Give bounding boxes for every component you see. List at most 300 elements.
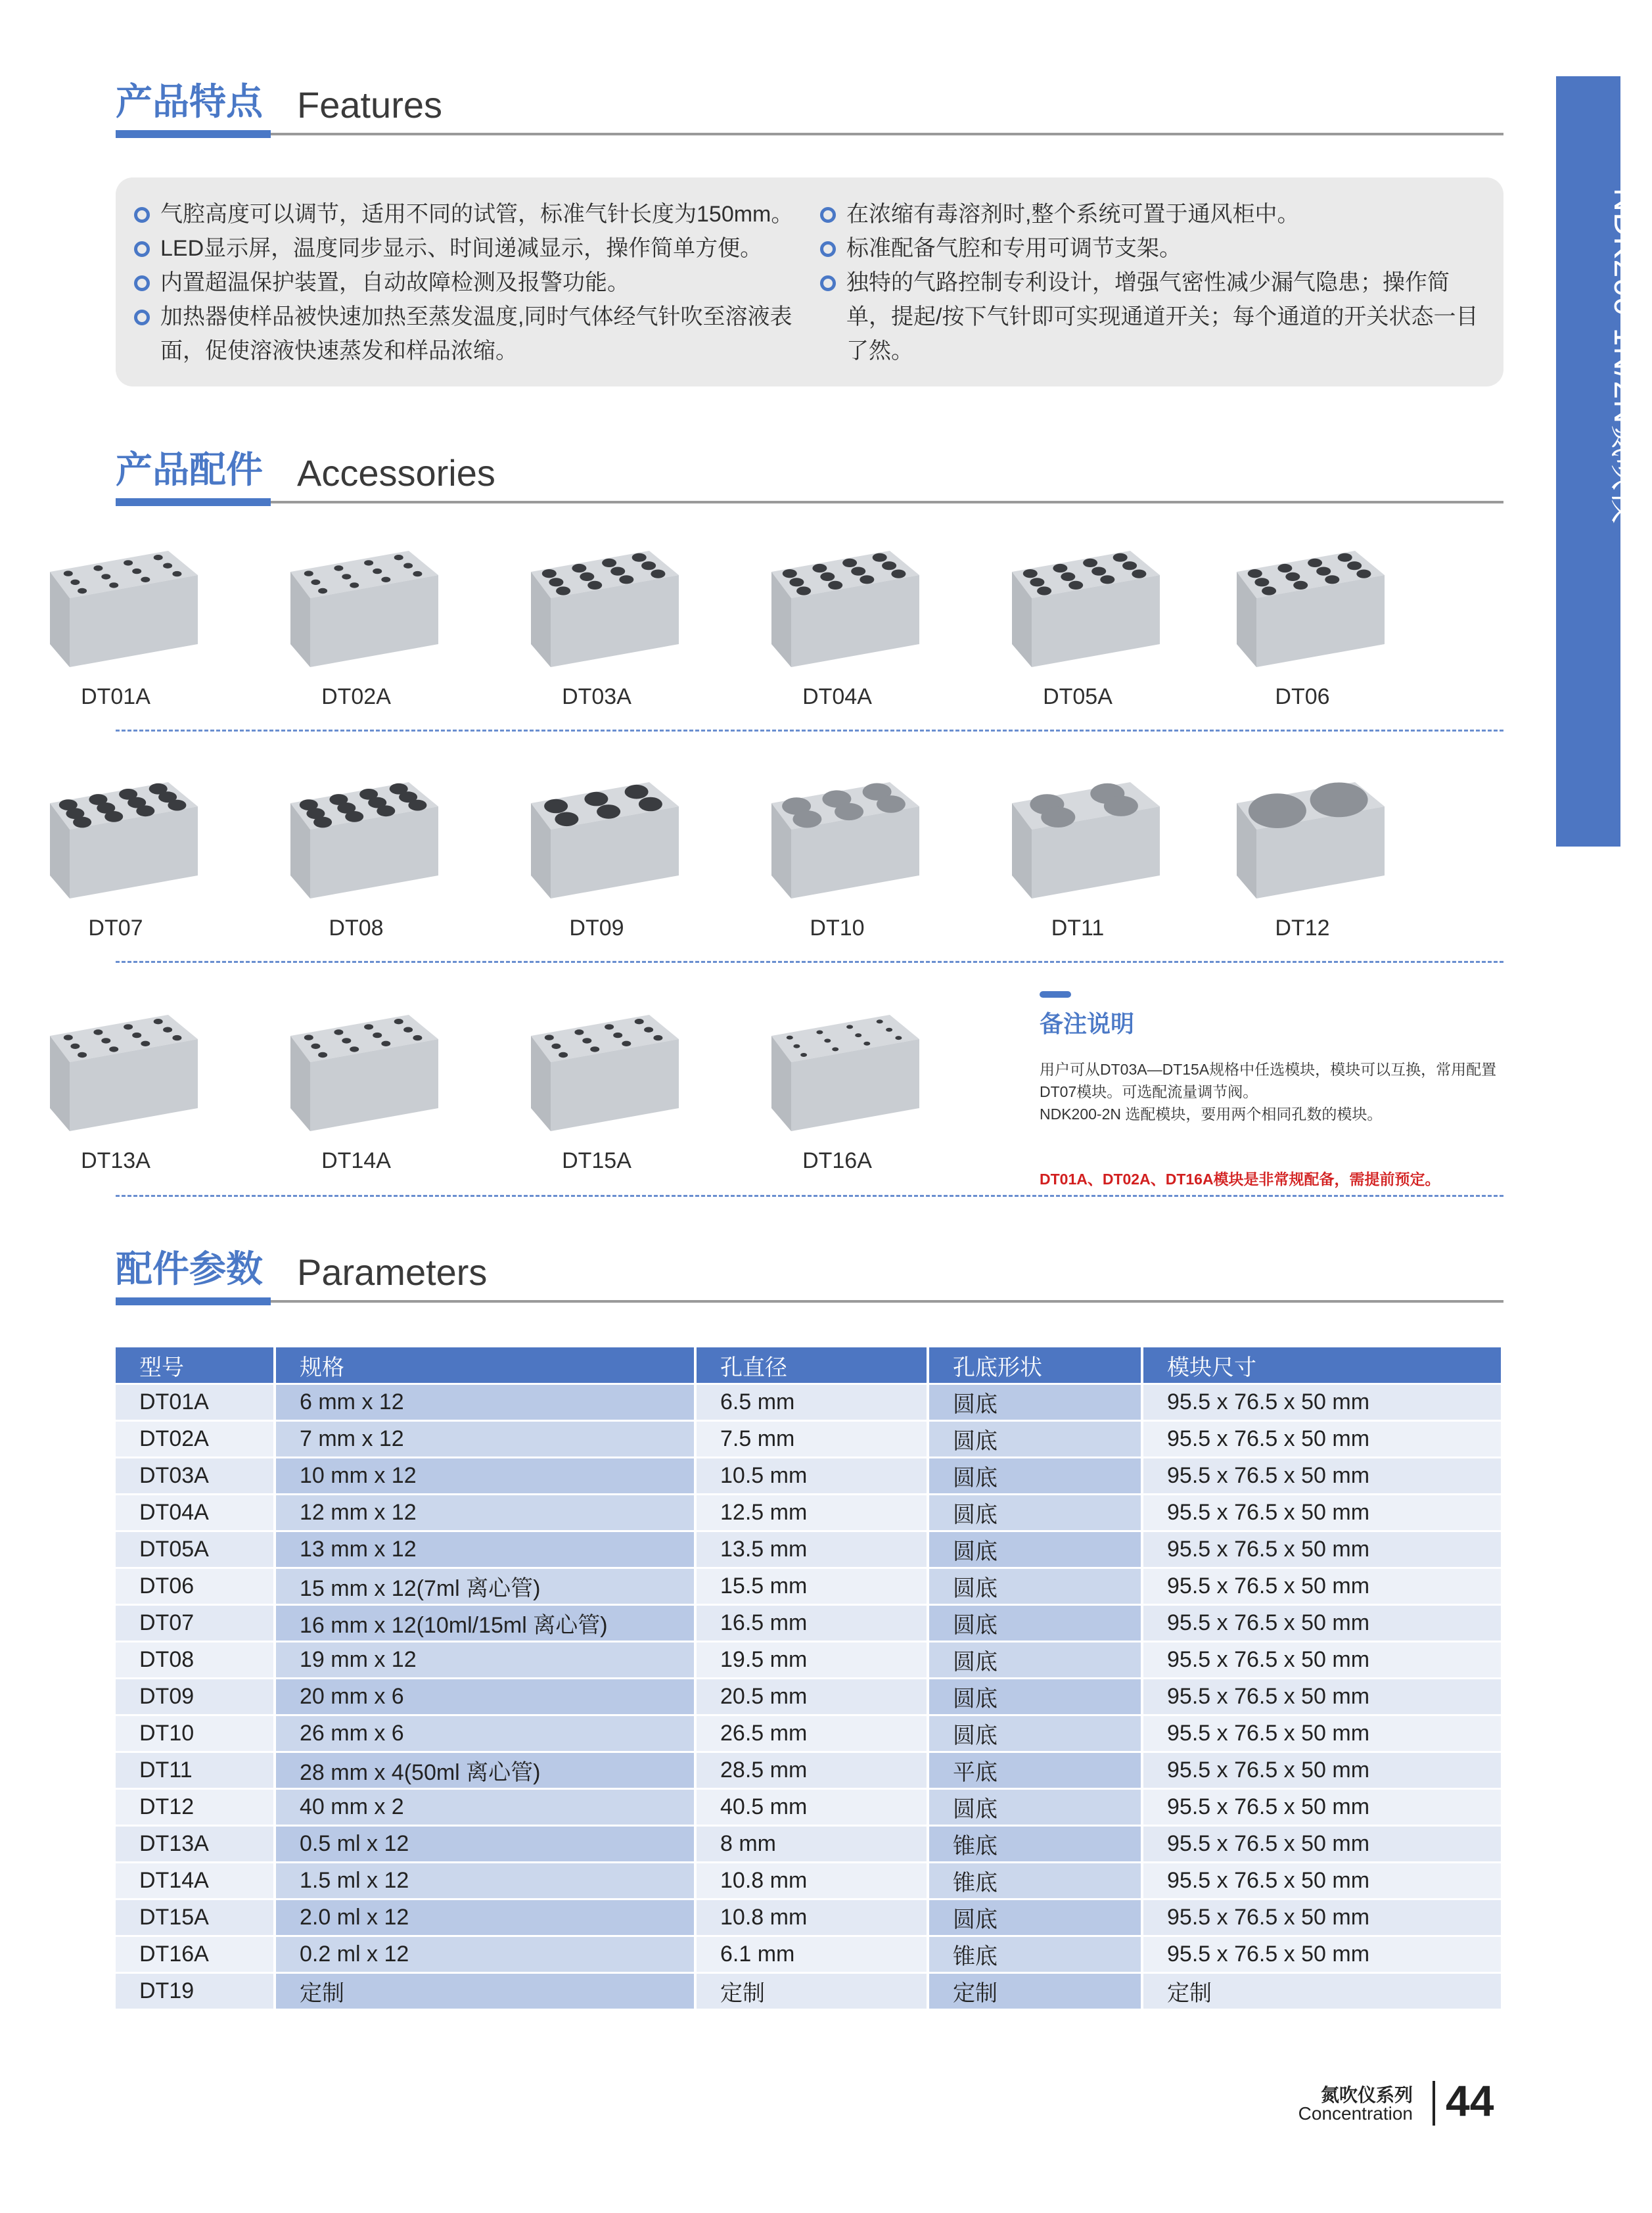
table-cell: DT05A — [116, 1530, 276, 1567]
block-hole — [413, 571, 422, 576]
side-tab — [1556, 76, 1644, 847]
heating-block-image — [758, 777, 923, 902]
block-hole — [168, 800, 186, 811]
block-hole — [334, 1029, 343, 1035]
accessory-item — [498, 770, 695, 941]
accessory-item — [258, 539, 455, 710]
table-cell: DT13A — [116, 1825, 276, 1861]
block-hole — [812, 564, 827, 572]
accessory-item — [979, 770, 1176, 941]
accessory-label: DT06 — [1275, 684, 1330, 709]
block-hole — [832, 1047, 838, 1051]
heating-block-image — [277, 546, 442, 670]
parameters-heading — [116, 1241, 1503, 1303]
parameters-table — [116, 1347, 1503, 2009]
table-cell: 6 mm x 12 — [276, 1383, 697, 1420]
heating-block-image — [758, 1010, 923, 1134]
accessory-label: DT08 — [329, 916, 384, 941]
table-cell: 10.8 mm — [697, 1861, 929, 1898]
feature-item: 加热器使样品被快速加热至蒸发温度,同时气体经气针吹至溶液表面，促使溶液快速蒸发和样品浓缩。 — [126, 300, 810, 368]
block-hole — [1347, 561, 1362, 570]
block-hole — [381, 1041, 390, 1046]
block-hole — [154, 1019, 163, 1024]
accessory-label: DT02A — [321, 684, 391, 709]
table-cell: 6.1 mm — [697, 1935, 929, 1972]
block-hole — [622, 1041, 631, 1046]
table-cell: DT10 — [116, 1714, 276, 1751]
footer-series-en: Concentration — [1298, 2103, 1413, 2124]
block-hole — [1248, 569, 1262, 578]
heating-block-image — [37, 546, 201, 670]
table-cell: 95.5 x 76.5 x 50 mm — [1143, 1677, 1503, 1714]
features-box — [116, 177, 1503, 386]
row-divider — [116, 730, 1503, 732]
table-cell: 95.5 x 76.5 x 50 mm — [1143, 1530, 1503, 1567]
block-hole — [644, 1027, 653, 1033]
bullet-icon — [820, 207, 836, 223]
table-cell: 圆底 — [929, 1420, 1143, 1456]
features-heading-cn: 产品特点 — [116, 74, 271, 138]
block-hole — [342, 574, 351, 579]
block-hole — [555, 812, 578, 827]
bullet-icon — [134, 241, 150, 257]
block-hole — [318, 1052, 327, 1058]
block-hole — [1113, 553, 1128, 562]
block-hole — [373, 1033, 382, 1038]
block-hole — [313, 817, 332, 828]
accessory-label: DT07 — [88, 916, 143, 941]
block-hole — [403, 563, 413, 569]
block-hole — [408, 800, 426, 811]
table-cell: DT06 — [116, 1567, 276, 1604]
table-cell: 圆底 — [929, 1788, 1143, 1825]
table-cell: 锥底 — [929, 1935, 1143, 1972]
block-hole — [792, 810, 821, 827]
row-divider — [116, 1195, 1503, 1197]
table-cell: 平底 — [929, 1751, 1143, 1788]
block-hole — [1091, 567, 1106, 576]
table-cell: 20 mm x 6 — [276, 1677, 697, 1714]
block-hole — [1356, 570, 1371, 578]
block-hole — [635, 1019, 644, 1024]
block-hole — [796, 586, 811, 595]
heating-block-image — [277, 1010, 442, 1134]
block-hole — [78, 1052, 87, 1058]
block-hole — [597, 804, 620, 819]
block-hole — [1100, 575, 1114, 584]
block-hole — [1293, 581, 1308, 590]
accessory-item — [1204, 770, 1401, 941]
block-hole — [828, 581, 842, 590]
block-hole — [1023, 569, 1038, 578]
block-hole — [1254, 578, 1269, 586]
block-hole — [1338, 553, 1352, 562]
table-cell: 12 mm x 12 — [276, 1493, 697, 1530]
block-hole — [124, 1024, 133, 1029]
table-cell: 40.5 mm — [697, 1788, 929, 1825]
block-hole — [172, 1035, 181, 1040]
block-hole — [873, 553, 887, 562]
accessory-label: DT10 — [810, 916, 865, 941]
heating-block-image — [37, 1010, 201, 1134]
block-hole — [381, 577, 390, 582]
block-hole — [311, 580, 320, 585]
table-cell: 15.5 mm — [697, 1567, 929, 1604]
table-cell: 95.5 x 76.5 x 50 mm — [1143, 1493, 1503, 1530]
table-row — [116, 1641, 1503, 1677]
block-hole — [587, 581, 602, 590]
table-cell: 40 mm x 2 — [276, 1788, 697, 1825]
accessory-item — [17, 1003, 214, 1174]
block-hole — [835, 803, 863, 820]
feature-item: 标准配备气腔和专用可调节支架。 — [812, 231, 1489, 266]
block-hole — [610, 567, 625, 576]
block-hole — [364, 1024, 373, 1029]
block-hole — [1037, 586, 1051, 595]
feature-item: LED显示屏，温度同步显示、时间递减显示，操作简单方便。 — [126, 231, 810, 266]
block-hole — [787, 1036, 793, 1040]
block-hole — [1104, 796, 1138, 816]
table-row — [116, 1751, 1503, 1788]
accessories-heading — [116, 442, 1503, 503]
accessory-item — [739, 1003, 936, 1174]
accessory-item — [498, 1003, 695, 1174]
block-hole — [590, 1046, 599, 1052]
table-row — [116, 1420, 1503, 1456]
table-header-row — [116, 1347, 1503, 1383]
block-hole — [783, 569, 797, 578]
table-cell: 圆底 — [929, 1714, 1143, 1751]
table-cell: 95.5 x 76.5 x 50 mm — [1143, 1714, 1503, 1751]
block-hole — [1277, 564, 1292, 572]
block-hole — [877, 795, 906, 812]
accessory-label: DT11 — [1051, 916, 1105, 941]
table-cell: 95.5 x 76.5 x 50 mm — [1143, 1383, 1503, 1420]
table-cell: 95.5 x 76.5 x 50 mm — [1143, 1825, 1503, 1861]
block-hole — [639, 797, 662, 812]
bullet-icon — [134, 310, 150, 325]
page-number: 44 — [1446, 2076, 1494, 2125]
features-heading — [116, 74, 1503, 135]
table-cell: DT12 — [116, 1788, 276, 1825]
block-hole — [373, 569, 382, 574]
table-row — [116, 1788, 1503, 1825]
table-row — [116, 1825, 1503, 1861]
block-hole — [136, 805, 154, 816]
accessory-label: DT15A — [562, 1148, 631, 1173]
table-cell: 圆底 — [929, 1456, 1143, 1493]
block-hole — [559, 1052, 568, 1058]
table-cell: DT08 — [116, 1641, 276, 1677]
block-hole — [1132, 570, 1146, 578]
table-cell: 95.5 x 76.5 x 50 mm — [1143, 1567, 1503, 1604]
block-hole — [93, 565, 103, 571]
block-hole — [605, 1024, 614, 1029]
block-hole — [619, 575, 633, 584]
block-hole — [877, 1019, 883, 1023]
bullet-icon — [134, 207, 150, 223]
block-hole — [101, 1038, 110, 1043]
table-cell: 10.8 mm — [697, 1898, 929, 1935]
block-hole — [1068, 581, 1083, 590]
features-left-column — [126, 197, 810, 368]
accessory-item — [979, 539, 1176, 710]
table-cell: DT16A — [116, 1935, 276, 1972]
accessory-item — [498, 539, 695, 710]
block-hole — [1262, 586, 1276, 595]
table-cell: 26 mm x 6 — [276, 1714, 697, 1751]
table-cell: DT15A — [116, 1898, 276, 1935]
accessory-item — [17, 539, 214, 710]
accessory-item — [258, 770, 455, 941]
table-cell: 10 mm x 12 — [276, 1456, 697, 1493]
block-hole — [141, 1041, 150, 1046]
feature-item: 独特的气路控制专利设计，增强气密性减少漏气隐患；操作简单，提起/按下气针即可实现通道开关；每个通道的开关状态一目了然。 — [812, 266, 1489, 368]
block-hole — [556, 586, 570, 595]
block-hole — [101, 574, 110, 579]
block-hole — [78, 588, 87, 594]
column-header-spec: 规格 — [276, 1347, 697, 1383]
table-cell: DT11 — [116, 1751, 276, 1788]
block-hole — [580, 572, 594, 581]
block-hole — [613, 1033, 622, 1038]
block-hole — [109, 1046, 118, 1052]
table-row — [116, 1530, 1503, 1567]
side-tab-label: NDK200-1N/2N氮吹仪 — [1607, 188, 1644, 525]
block-hole — [632, 553, 647, 562]
note-accent-bar — [1040, 991, 1071, 998]
table-cell: 95.5 x 76.5 x 50 mm — [1143, 1935, 1503, 1972]
block-hole — [574, 1029, 584, 1035]
table-cell: 20.5 mm — [697, 1677, 929, 1714]
table-cell: 0.5 ml x 12 — [276, 1825, 697, 1861]
block-hole — [345, 811, 363, 822]
note-text — [1040, 1058, 1506, 1125]
table-cell: 圆底 — [929, 1567, 1143, 1604]
heating-block-image — [518, 777, 682, 902]
block-hole — [154, 555, 163, 560]
footer-series-cn: 氮吹仪系列 — [1320, 2085, 1413, 2105]
block-hole — [824, 1038, 831, 1042]
table-cell: 26.5 mm — [697, 1714, 929, 1751]
block-hole — [816, 1031, 823, 1035]
block-hole — [855, 1033, 861, 1037]
accessory-item — [739, 539, 936, 710]
table-cell: 定制 — [1143, 1972, 1503, 2009]
table-cell: 1.5 ml x 12 — [276, 1861, 697, 1898]
block-hole — [582, 1038, 591, 1043]
block-hole — [93, 1029, 103, 1035]
block-hole — [364, 560, 373, 565]
block-hole — [64, 1035, 73, 1040]
table-cell: 28.5 mm — [697, 1751, 929, 1788]
table-cell: DT01A — [116, 1383, 276, 1420]
block-hole — [311, 1044, 320, 1049]
block-hole — [403, 1027, 413, 1033]
block-hole — [73, 817, 91, 828]
block-hole — [342, 1038, 351, 1043]
table-cell: 15 mm x 12(7ml 离心管) — [276, 1567, 697, 1604]
table-cell: 2.0 ml x 12 — [276, 1898, 697, 1935]
block-hole — [1061, 572, 1075, 581]
accessory-label: DT12 — [1275, 916, 1330, 941]
heating-block-image — [758, 546, 923, 670]
block-hole — [1083, 559, 1097, 567]
heating-block-image — [999, 546, 1163, 670]
heating-block-image — [1224, 777, 1388, 902]
table-cell: DT19 — [116, 1972, 276, 2009]
table-cell: 19 mm x 12 — [276, 1641, 697, 1677]
block-hole — [132, 1033, 141, 1038]
table-cell: 锥底 — [929, 1861, 1143, 1898]
table-row — [116, 1714, 1503, 1751]
table-row — [116, 1677, 1503, 1714]
block-hole — [172, 571, 181, 576]
block-hole — [104, 811, 123, 822]
table-row — [116, 1604, 1503, 1641]
heating-block-image — [999, 777, 1163, 902]
block-hole — [549, 578, 563, 586]
accessory-label: DT14A — [321, 1148, 391, 1173]
block-hole — [800, 1053, 807, 1057]
heating-block-image — [277, 777, 442, 902]
block-hole — [70, 580, 80, 585]
accessories-heading-en: Accessories — [297, 452, 495, 494]
accessory-item — [17, 770, 214, 941]
table-row — [116, 1383, 1503, 1420]
block-hole — [551, 1044, 561, 1049]
block-hole — [304, 1035, 313, 1040]
block-hole — [895, 1036, 902, 1040]
table-cell: DT04A — [116, 1493, 276, 1530]
table-cell: 圆底 — [929, 1604, 1143, 1641]
table-row — [116, 1972, 1503, 2009]
table-cell: 95.5 x 76.5 x 50 mm — [1143, 1641, 1503, 1677]
bullet-icon — [134, 275, 150, 291]
accessory-item — [739, 770, 936, 941]
table-cell: 16.5 mm — [697, 1604, 929, 1641]
accessory-label: DT16A — [802, 1148, 872, 1173]
note-warning: DT01A、DT02A、DT16A模块是非常规配备，需提前预定。 — [1040, 1171, 1440, 1188]
footer-divider — [1433, 2081, 1435, 2126]
table-cell: DT09 — [116, 1677, 276, 1714]
block-hole — [1285, 572, 1300, 581]
block-hole — [163, 1027, 172, 1033]
block-hole — [1041, 807, 1075, 827]
accessory-label: DT03A — [562, 684, 631, 709]
block-hole — [394, 1019, 403, 1024]
block-hole — [863, 1042, 870, 1046]
block-hole — [163, 563, 172, 569]
block-hole — [318, 588, 327, 594]
table-cell: DT02A — [116, 1420, 276, 1456]
table-cell: 7.5 mm — [697, 1420, 929, 1456]
table-cell: 95.5 x 76.5 x 50 mm — [1143, 1456, 1503, 1493]
block-hole — [1310, 783, 1368, 818]
block-hole — [572, 564, 586, 572]
table-cell: 定制 — [276, 1972, 697, 2009]
table-cell: 0.2 ml x 12 — [276, 1935, 697, 1972]
bullet-icon — [820, 275, 836, 291]
block-hole — [886, 1028, 892, 1032]
block-hole — [860, 575, 874, 584]
table-row — [116, 1861, 1503, 1898]
block-hole — [377, 805, 395, 816]
block-hole — [882, 561, 896, 570]
accessory-label: DT01A — [81, 684, 150, 709]
table-cell: 95.5 x 76.5 x 50 mm — [1143, 1604, 1503, 1641]
table-row — [116, 1456, 1503, 1493]
table-cell: 圆底 — [929, 1383, 1143, 1420]
table-cell: 锥底 — [929, 1825, 1143, 1861]
block-hole — [846, 1025, 853, 1029]
feature-item: 气腔高度可以调节，适用不同的试管，标准气针长度为150mm。 — [126, 197, 810, 231]
table-cell: 圆底 — [929, 1898, 1143, 1935]
block-hole — [891, 570, 906, 578]
block-hole — [1308, 559, 1322, 567]
block-hole — [851, 567, 865, 576]
block-hole — [789, 578, 804, 586]
block-hole — [651, 570, 665, 578]
block-hole — [141, 577, 150, 582]
features-right-column — [812, 197, 1489, 368]
accessory-label: DT04A — [802, 684, 872, 709]
note-title: 备注说明 — [1040, 1010, 1135, 1037]
feature-item: 内置超温保护装置，自动故障检测及报警功能。 — [126, 266, 810, 300]
table-cell: 6.5 mm — [697, 1383, 929, 1420]
block-hole — [653, 1035, 662, 1040]
column-header-module-size: 模块尺寸 — [1143, 1347, 1503, 1383]
block-hole — [1249, 793, 1306, 828]
block-hole — [542, 569, 557, 578]
column-header-model: 型号 — [116, 1347, 276, 1383]
table-cell: DT07 — [116, 1604, 276, 1641]
block-hole — [1316, 567, 1331, 576]
block-hole — [625, 785, 649, 799]
table-cell: 95.5 x 76.5 x 50 mm — [1143, 1898, 1503, 1935]
block-hole — [64, 571, 73, 576]
accessory-item — [1204, 539, 1401, 710]
heating-block-image — [518, 546, 682, 670]
block-hole — [1122, 561, 1137, 570]
table-cell: 10.5 mm — [697, 1456, 929, 1493]
row-divider — [116, 961, 1503, 963]
block-hole — [350, 582, 359, 588]
block-hole — [1053, 564, 1067, 572]
table-cell: 圆底 — [929, 1677, 1143, 1714]
block-hole — [132, 569, 141, 574]
table-cell: 95.5 x 76.5 x 50 mm — [1143, 1788, 1503, 1825]
block-hole — [413, 1035, 422, 1040]
table-cell: 95.5 x 76.5 x 50 mm — [1143, 1751, 1503, 1788]
table-cell: DT14A — [116, 1861, 276, 1898]
block-hole — [124, 560, 133, 565]
block-hole — [304, 571, 313, 576]
table-cell: 圆底 — [929, 1641, 1143, 1677]
table-row — [116, 1493, 1503, 1530]
table-row — [116, 1898, 1503, 1935]
block-hole — [70, 1044, 80, 1049]
note-line: NDK200-2N 选配模块，要用两个相同孔数的模块。 — [1040, 1106, 1383, 1123]
table-cell: 95.5 x 76.5 x 50 mm — [1143, 1861, 1503, 1898]
heating-block-image — [518, 1010, 682, 1134]
accessory-label: DT09 — [569, 916, 624, 941]
table-cell: 定制 — [697, 1972, 929, 2009]
features-heading-en: Features — [297, 84, 442, 126]
block-hole — [394, 555, 403, 560]
table-cell: 16 mm x 12(10ml/15ml 离心管) — [276, 1604, 697, 1641]
column-header-bottom-shape: 孔底形状 — [929, 1347, 1143, 1383]
